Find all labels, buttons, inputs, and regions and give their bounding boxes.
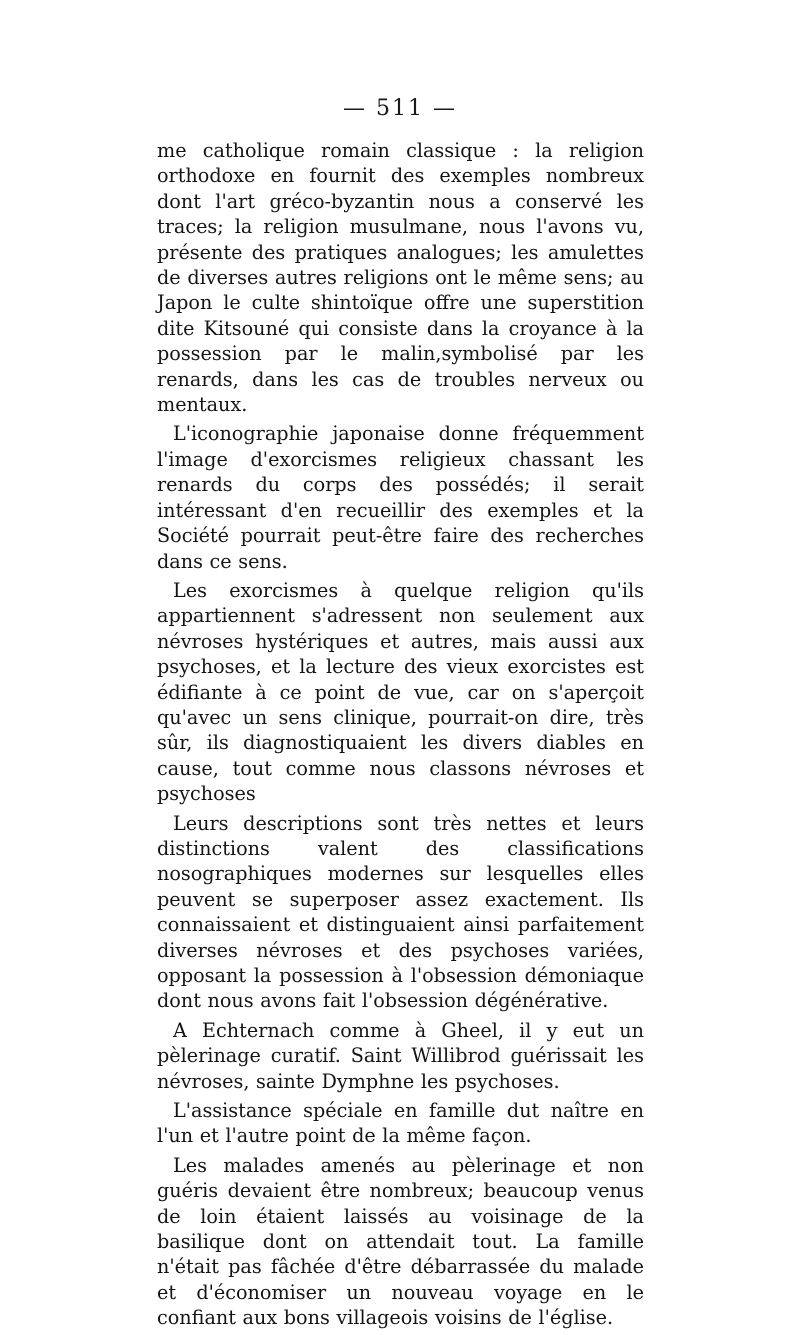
body-text: [157, 138, 644, 1335]
paragraph: Les exorcismes à quelque religion qu'ils appartiennent s'adressent non seulement aux névroses hystériques et autres, mais aussi aux psychoses, et la lecture des vieux exorcistes est édifiante à ce point de vue, car on s'aperçoit qu'avec un sens clinique, pourrait-on dire, très sûr, ils diagnostiquaient les divers diables en cause, tout comme nous classons névroses et psychoses: [157, 578, 644, 806]
page-number: — 511 —: [343, 96, 457, 121]
paragraph: L'iconographie japonaise donne fréquemment l'image d'exorcismes religieux chassant les renards du corps des possédés; il serait intéressant d'en recueillir des exemples et la Société pourrait peut-être faire des recherches dans ce sens.: [157, 422, 644, 573]
paragraph: A Echternach comme à Gheel, il y eut un pèlerinage curatif. Saint Willibrod guérissait les névroses, sainte Dymphne les psychoses.: [157, 1018, 644, 1093]
paragraph: Les malades amenés au pèlerinage et non guéris devaient être nombreux; beaucoup venus de loin étaient laissés au voisinage de la basilique dont on attendait tout. La famille n'était pas fâchée d'être débarrassée du malade et d'économiser un nouveau voyage en le confiant aux bons villageois voisins de l'église.: [157, 1153, 644, 1330]
paragraph: me catholique romain classique : la religion orthodoxe en fournit des exemples nombreux dont l'art gréco-byzantin nous a conservé les traces; la religion musulmane, nous l'avons vu, présente des pratiques analogues; les amulettes de diverses autres religions ont le même sens; au Japon le culte shintoïque offre une superstition dite Kitsouné qui consiste dans la croyance à la possession par le malin,symbolisé par les renards, dans les cas de troubles nerveux ou mentaux.: [157, 139, 644, 417]
paragraph: Leurs descriptions sont très nettes et leurs distinctions valent des classifications nosographiques modernes sur lesquelles elles peuvent se superposer assez exactement. Ils connaissaient et distinguaient ainsi parfaitement diverses névroses et des psychoses variées, opposant la possession à l'obsession démoniaque dont nous avons fait l'obsession dégénérative.: [157, 811, 644, 1013]
paragraph: L'assistance spéciale en famille dut naître en l'un et l'autre point de la même façon.: [157, 1099, 644, 1148]
